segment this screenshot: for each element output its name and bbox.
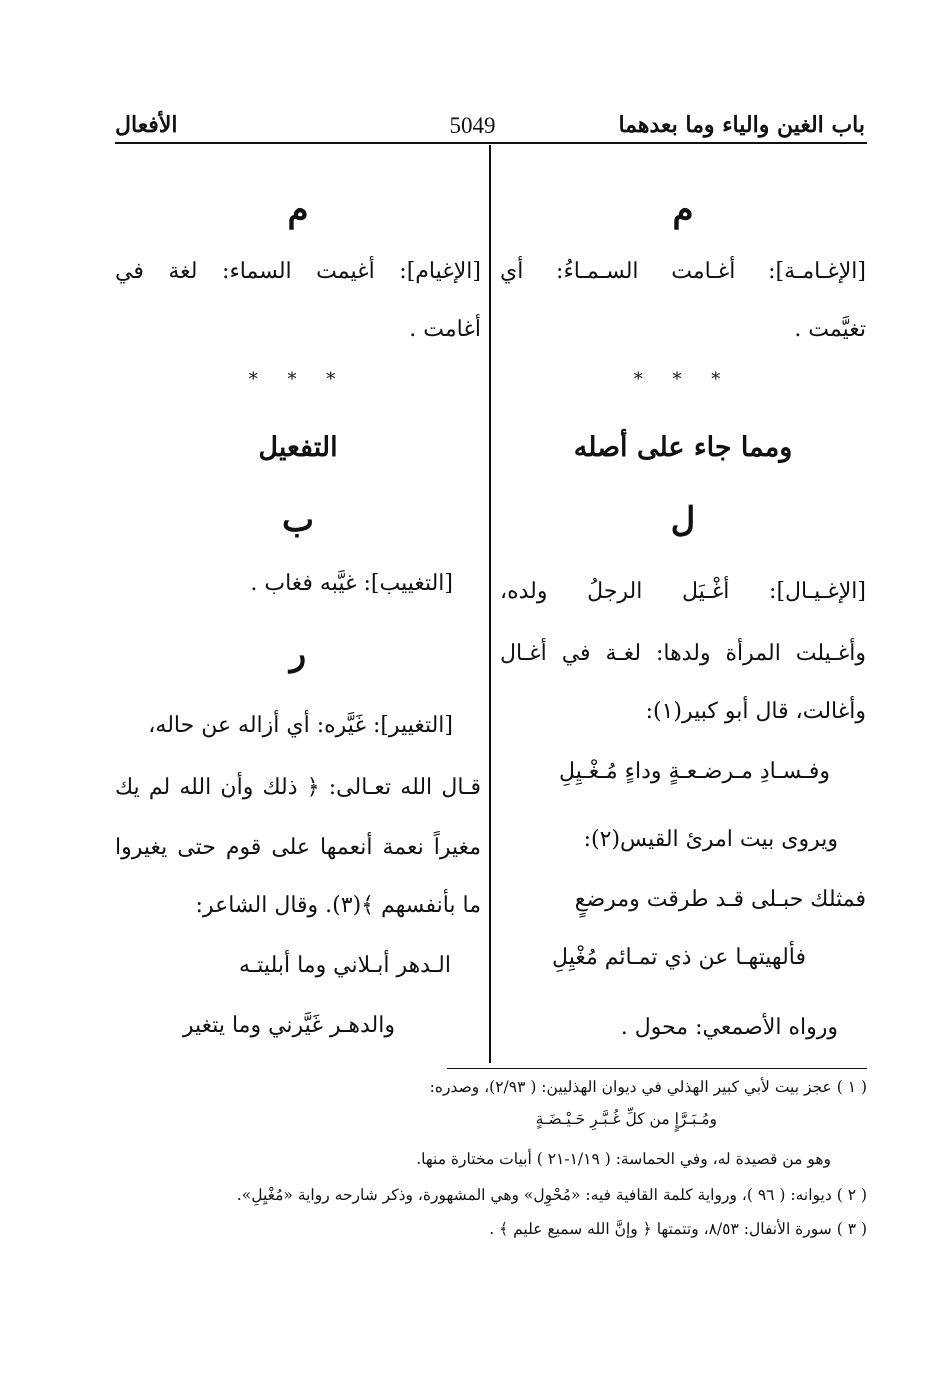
entry-line: [التغييب]: غيَّبه فغاب . <box>250 571 453 596</box>
footnote-3: ( ٣ ) سورة الأنفال: ٨/٥٣، وتتمتها ﴿ وإنَّ الله سميع عليم ﴾ . <box>489 1220 867 1238</box>
header-rule <box>115 142 867 144</box>
root-letter: م <box>672 190 694 230</box>
section-title: الأفعال <box>115 112 178 138</box>
footnote-rule <box>447 1068 867 1069</box>
root-letter: ر <box>289 634 307 674</box>
root-letter: ب <box>281 500 314 540</box>
poetry-line: فألهيتهـا عن ذي تمـائم مُغْيِلِ <box>552 945 806 970</box>
entry-line: ما بأنفسهم ﴾(٣). وقال الشاعر: <box>195 893 481 918</box>
footnote-1-verse: ومُـبَـرَّإٍ من كلِّ غُـبَّـرِ حَـيْـضَـةٍ <box>535 1110 717 1128</box>
entry-line: وأغـيلت المرأة ولدها: لغـة في أغـال <box>500 641 866 666</box>
poetry-line: والدهـر غَيَّرني وما يتغير <box>182 1013 395 1038</box>
entry-line: ورواه الأصمعي: محول . <box>620 1015 838 1040</box>
entry-line: وأغالت، قال أبو كبير(١): <box>645 699 866 724</box>
poetry-line: الـدهر أبـلاني وما أبليتـه <box>239 953 451 978</box>
chapter-title: باب الغين والياء وما بعدهما <box>618 112 865 138</box>
entry-line: ويروى بيت امرئ القيس(٢): <box>583 827 838 852</box>
footnote-1-cont: وهو من قصيدة له، وفي الحماسة: ( ١/١٩-٢١ ) أبيات مختارة منها. <box>416 1150 831 1168</box>
entry-line: [الإغـيـال]: أغْـيَل الرجلُ ولده، <box>500 579 866 604</box>
entry-line: مغيراً نعمة أنعمها على قوم حتى يغيروا <box>115 835 481 860</box>
separator-stars: * * * <box>248 369 348 390</box>
entry-line: أغامت . <box>409 317 481 342</box>
section-heading: التفعيل <box>258 432 338 463</box>
poetry-line: فمثلك حبـلى قـد طرقت ومرضعٍ <box>574 887 866 912</box>
page-number: 5049 <box>449 113 496 138</box>
entry-line: تغيَّمت . <box>794 317 866 342</box>
separator-stars: * * * <box>633 369 733 390</box>
footnote-2: ( ٢ ) ديوانه: ( ٩٦ )، ورواية كلمة القافية فيه: «مُحْوِل» وهي المشهورة، وذكر شارحه رواية «مُغْيِلِ». <box>236 1186 867 1204</box>
root-letter: ل <box>670 500 696 540</box>
root-letter: م <box>287 190 309 230</box>
poetry-line: وفـسـادِ مـرضـعـةٍ وداءٍ مُـغْـيِلِ <box>559 759 830 784</box>
entry-line: [التغيير]: غَيَّره: أي أزاله عن حاله، <box>148 713 453 738</box>
section-heading: ومما جاء على أصله <box>573 432 793 463</box>
footnote-1: ( ١ ) عجز بيت لأبي كبير الهذلي في ديوان الهذليين: ( ٢/٩٣)، وصدره: <box>429 1078 867 1096</box>
entry-line: [الإغـامـة]: أغـامت السـمـاءُ: أي <box>500 259 866 284</box>
column-divider <box>489 145 491 1063</box>
entry-line: قـال الله تعـالى: ﴿ ذلك وأن الله لم يك <box>115 775 481 800</box>
entry-line: [الإغيام]: أغيمت السماء: لغة في <box>115 259 481 284</box>
